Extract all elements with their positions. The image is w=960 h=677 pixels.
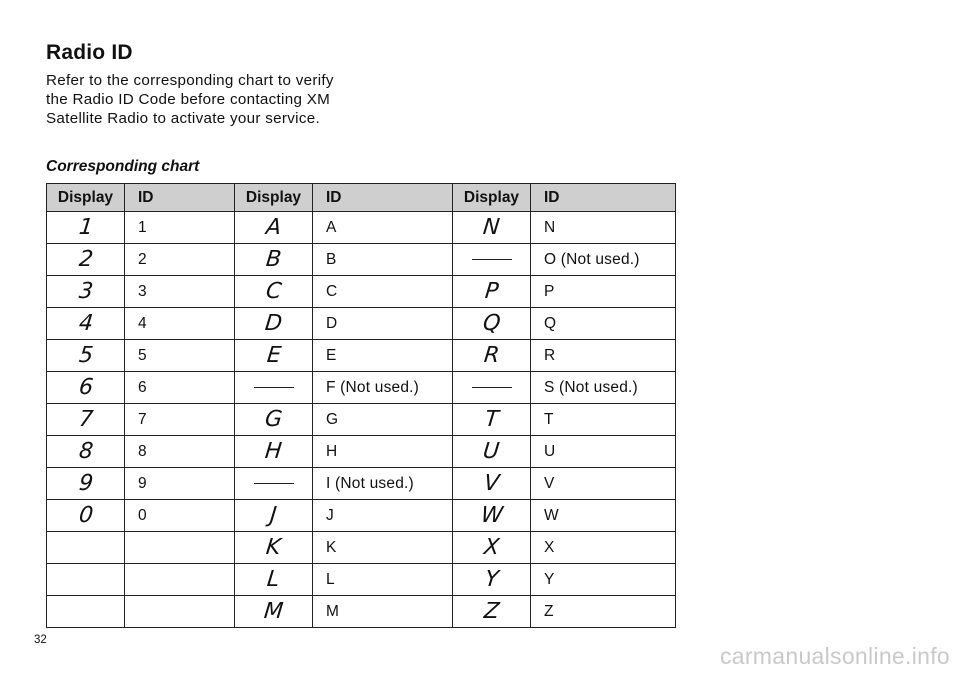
display-cell — [235, 244, 313, 276]
id-cell: 9 — [125, 468, 235, 500]
table-row — [47, 372, 676, 404]
lcd-glyph: D — [263, 310, 284, 336]
not-used-dash — [472, 259, 512, 260]
display-cell — [47, 372, 125, 404]
id-cell: C — [313, 276, 453, 308]
lcd-glyph: G — [263, 406, 284, 432]
display-cell — [453, 468, 531, 500]
id-cell: F (Not used.) — [313, 372, 453, 404]
lcd-glyph: K — [265, 534, 283, 560]
id-cell — [125, 596, 235, 628]
lcd-glyph: 0 — [77, 502, 94, 528]
lcd-glyph: Z — [482, 598, 501, 624]
display-cell — [47, 276, 125, 308]
display-cell — [235, 340, 313, 372]
lcd-glyph: T — [483, 406, 500, 432]
table-row — [47, 212, 676, 244]
display-cell — [235, 276, 313, 308]
id-cell: I (Not used.) — [313, 468, 453, 500]
display-cell — [235, 500, 313, 532]
id-cell: G — [313, 404, 453, 436]
lcd-glyph: 1 — [77, 214, 94, 240]
not-used-dash — [472, 387, 512, 388]
lcd-glyph: C — [264, 278, 283, 304]
id-cell: L — [313, 564, 453, 596]
id-cell: 4 — [125, 308, 235, 340]
lcd-glyph: Y — [483, 566, 500, 592]
table-row — [47, 468, 676, 500]
id-cell: X — [531, 532, 676, 564]
id-cell: 1 — [125, 212, 235, 244]
page-number: 32 — [34, 634, 47, 646]
lcd-glyph: H — [263, 438, 284, 464]
display-cell — [47, 404, 125, 436]
lcd-glyph: 8 — [77, 438, 94, 464]
id-cell: U — [531, 436, 676, 468]
display-cell — [235, 404, 313, 436]
lcd-glyph: J — [268, 502, 279, 528]
display-cell — [453, 500, 531, 532]
header-display-3: Display — [453, 184, 531, 212]
display-cell — [47, 468, 125, 500]
lcd-glyph: A — [264, 214, 283, 240]
display-cell — [453, 308, 531, 340]
lcd-glyph: E — [265, 342, 282, 368]
display-cell — [47, 500, 125, 532]
watermark: carmanualsonline.info — [719, 643, 950, 669]
id-cell: W — [531, 500, 676, 532]
header-id-1: ID — [125, 184, 235, 212]
id-cell: D — [313, 308, 453, 340]
display-cell — [453, 244, 531, 276]
table-row — [47, 564, 676, 596]
id-cell: 5 — [125, 340, 235, 372]
id-cell: 2 — [125, 244, 235, 276]
id-cell: H — [313, 436, 453, 468]
id-cell: V — [531, 468, 676, 500]
lcd-glyph: U — [482, 438, 501, 464]
display-cell — [47, 532, 125, 564]
lcd-glyph: R — [482, 342, 501, 368]
id-cell: M — [313, 596, 453, 628]
id-cell — [125, 532, 235, 564]
id-cell: A — [313, 212, 453, 244]
id-cell: K — [313, 532, 453, 564]
intro-paragraph: Refer to the corresponding chart to verify the Radio ID Code before contacting XM Satellite Radio to activate your service. — [46, 72, 334, 127]
display-cell — [235, 532, 313, 564]
display-cell — [47, 308, 125, 340]
lcd-glyph: B — [264, 246, 283, 272]
not-used-dash — [254, 483, 294, 484]
header-id-2: ID — [313, 184, 453, 212]
id-cell: O (Not used.) — [531, 244, 676, 276]
table-row — [47, 308, 676, 340]
chart-header-row — [47, 184, 676, 212]
header-display-1: Display — [47, 184, 125, 212]
id-cell: T — [531, 404, 676, 436]
id-cell: P — [531, 276, 676, 308]
id-cell: B — [313, 244, 453, 276]
table-row — [47, 340, 676, 372]
lcd-glyph: 6 — [77, 374, 94, 400]
display-cell — [235, 436, 313, 468]
lcd-glyph: 2 — [77, 246, 94, 272]
lcd-glyph: 3 — [77, 278, 94, 304]
lcd-glyph: X — [482, 534, 501, 560]
lcd-glyph: M — [262, 598, 285, 624]
display-cell — [47, 244, 125, 276]
id-cell: 6 — [125, 372, 235, 404]
display-cell — [47, 564, 125, 596]
id-cell: Y — [531, 564, 676, 596]
table-row — [47, 532, 676, 564]
chart-body — [47, 212, 676, 628]
display-cell — [453, 276, 531, 308]
display-cell — [47, 340, 125, 372]
lcd-glyph: 9 — [77, 470, 94, 496]
radio-id-chart — [46, 183, 676, 628]
id-cell: S (Not used.) — [531, 372, 676, 404]
chart-caption: Corresponding chart — [46, 158, 200, 175]
display-cell — [235, 468, 313, 500]
page-title: Radio ID — [46, 41, 133, 64]
id-cell: J — [313, 500, 453, 532]
table-row — [47, 404, 676, 436]
display-cell — [235, 564, 313, 596]
id-cell — [125, 564, 235, 596]
id-cell: 3 — [125, 276, 235, 308]
id-cell: R — [531, 340, 676, 372]
display-cell — [453, 372, 531, 404]
table-row — [47, 276, 676, 308]
lcd-glyph: Q — [481, 310, 502, 336]
id-cell: N — [531, 212, 676, 244]
table-row — [47, 500, 676, 532]
display-cell — [47, 596, 125, 628]
lcd-glyph: P — [483, 278, 500, 304]
display-cell — [235, 212, 313, 244]
display-cell — [453, 564, 531, 596]
id-cell: 7 — [125, 404, 235, 436]
id-cell: Z — [531, 596, 676, 628]
lcd-glyph: V — [482, 470, 501, 496]
display-cell — [235, 372, 313, 404]
table-row — [47, 596, 676, 628]
display-cell — [453, 212, 531, 244]
id-cell: E — [313, 340, 453, 372]
display-cell — [47, 436, 125, 468]
header-id-3: ID — [531, 184, 676, 212]
display-cell — [453, 436, 531, 468]
table-row — [47, 244, 676, 276]
display-cell — [453, 404, 531, 436]
id-cell: 8 — [125, 436, 235, 468]
display-cell — [235, 308, 313, 340]
display-cell — [453, 340, 531, 372]
lcd-glyph: N — [482, 214, 502, 240]
display-cell — [453, 532, 531, 564]
display-cell — [47, 212, 125, 244]
id-cell: 0 — [125, 500, 235, 532]
id-cell: Q — [531, 308, 676, 340]
lcd-glyph: 5 — [77, 342, 94, 368]
lcd-glyph: 7 — [77, 406, 94, 432]
display-cell — [453, 596, 531, 628]
lcd-glyph: W — [479, 502, 504, 528]
display-cell — [235, 596, 313, 628]
header-display-2: Display — [235, 184, 313, 212]
lcd-glyph: 4 — [77, 310, 94, 336]
not-used-dash — [254, 387, 294, 388]
table-row — [47, 436, 676, 468]
lcd-glyph: L — [266, 566, 281, 592]
